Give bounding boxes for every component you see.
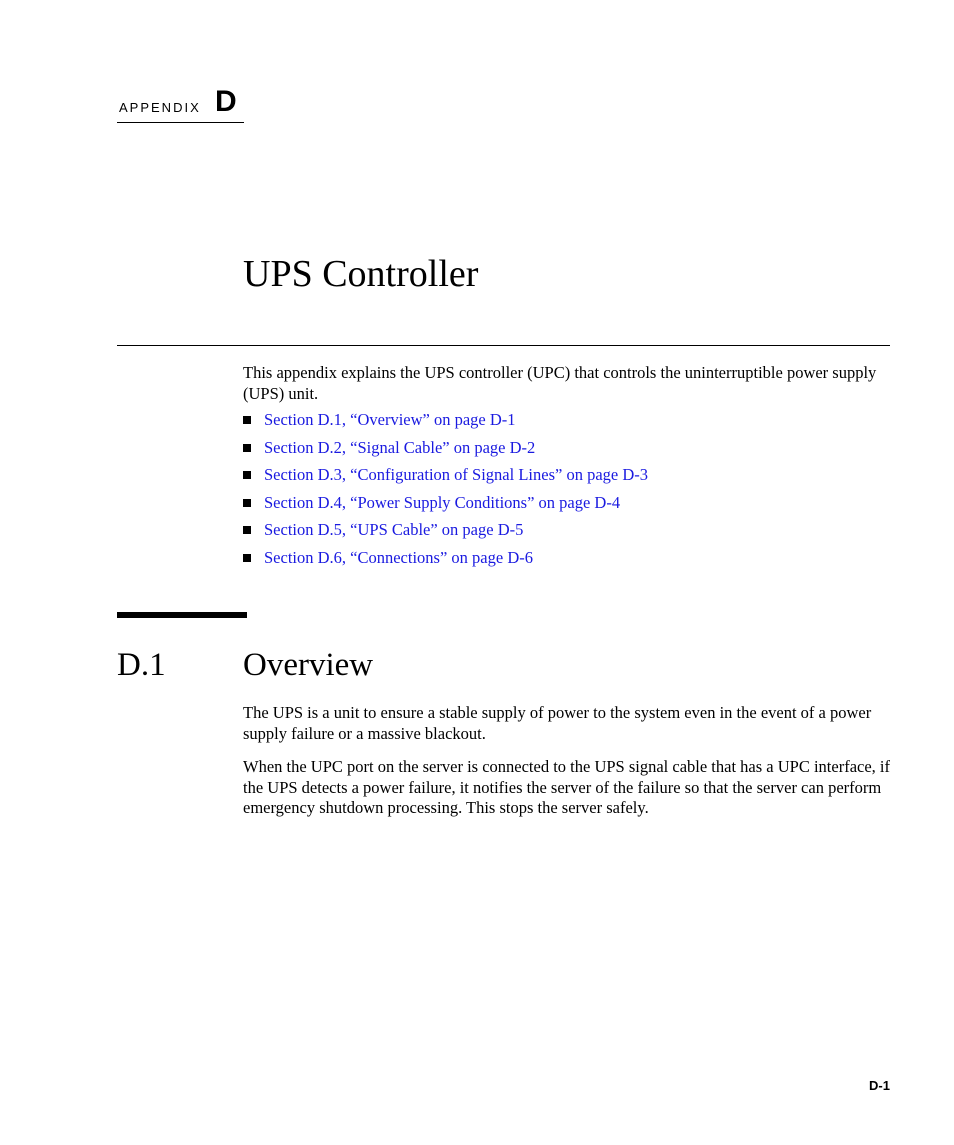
appendix-letter: D: [215, 85, 237, 118]
page-number: D-1: [869, 1078, 890, 1093]
section-number: D.1: [117, 647, 166, 683]
intro-paragraph: This appendix explains the UPS controller (UPC) that controls the uninterruptible power supply (UPS) unit.: [243, 363, 877, 403]
list-item: [243, 409, 893, 437]
square-bullet-icon: [243, 471, 251, 479]
square-bullet-icon: [243, 444, 251, 452]
section-d2-link[interactable]: Section D.2, “Signal Cable” on page D-2: [264, 437, 536, 457]
overview-paragraph-2: [243, 757, 893, 819]
appendix-header: [117, 85, 244, 123]
square-bullet-icon: [243, 499, 251, 507]
section-d6-link[interactable]: Section D.6, “Connections” on page D-6: [264, 547, 533, 567]
section-title: Overview: [243, 647, 374, 683]
list-item: [243, 492, 893, 520]
overview-paragraph-1: [243, 703, 893, 744]
appendix-label: APPENDIX: [119, 100, 201, 115]
section-link-list: [243, 409, 893, 574]
paragraph: The UPS is a unit to ensure a stable supply of power to the system even in the event of a power supply failure or a massive blackout.: [243, 703, 872, 743]
paragraph: When the UPC port on the server is connected to the UPS signal cable that has a UPC interface, if the UPS detects a power failure, it notifies the server of the failure so that the server can perform emergency shutdown processing. This stops the server safely.: [243, 757, 890, 817]
list-item: [243, 437, 893, 465]
chapter-divider: [117, 345, 890, 346]
section-heading-bar: [117, 612, 247, 618]
section-d3-link[interactable]: Section D.3, “Configuration of Signal Lines” on page D-3: [264, 465, 649, 484]
chapter-intro: [243, 363, 893, 404]
list-item: [243, 464, 893, 492]
section-d4-link[interactable]: Section D.4, “Power Supply Conditions” on page D-4: [264, 492, 621, 512]
section-d5-link[interactable]: Section D.5, “UPS Cable” on page D-5: [264, 520, 524, 539]
square-bullet-icon: [243, 554, 251, 562]
section-d1-link[interactable]: Section D.1, “Overview” on page D-1: [264, 410, 516, 429]
square-bullet-icon: [243, 526, 251, 534]
list-item: [243, 547, 893, 575]
square-bullet-icon: [243, 416, 251, 424]
list-item: [243, 519, 893, 547]
chapter-title: UPS Controller: [243, 253, 479, 295]
